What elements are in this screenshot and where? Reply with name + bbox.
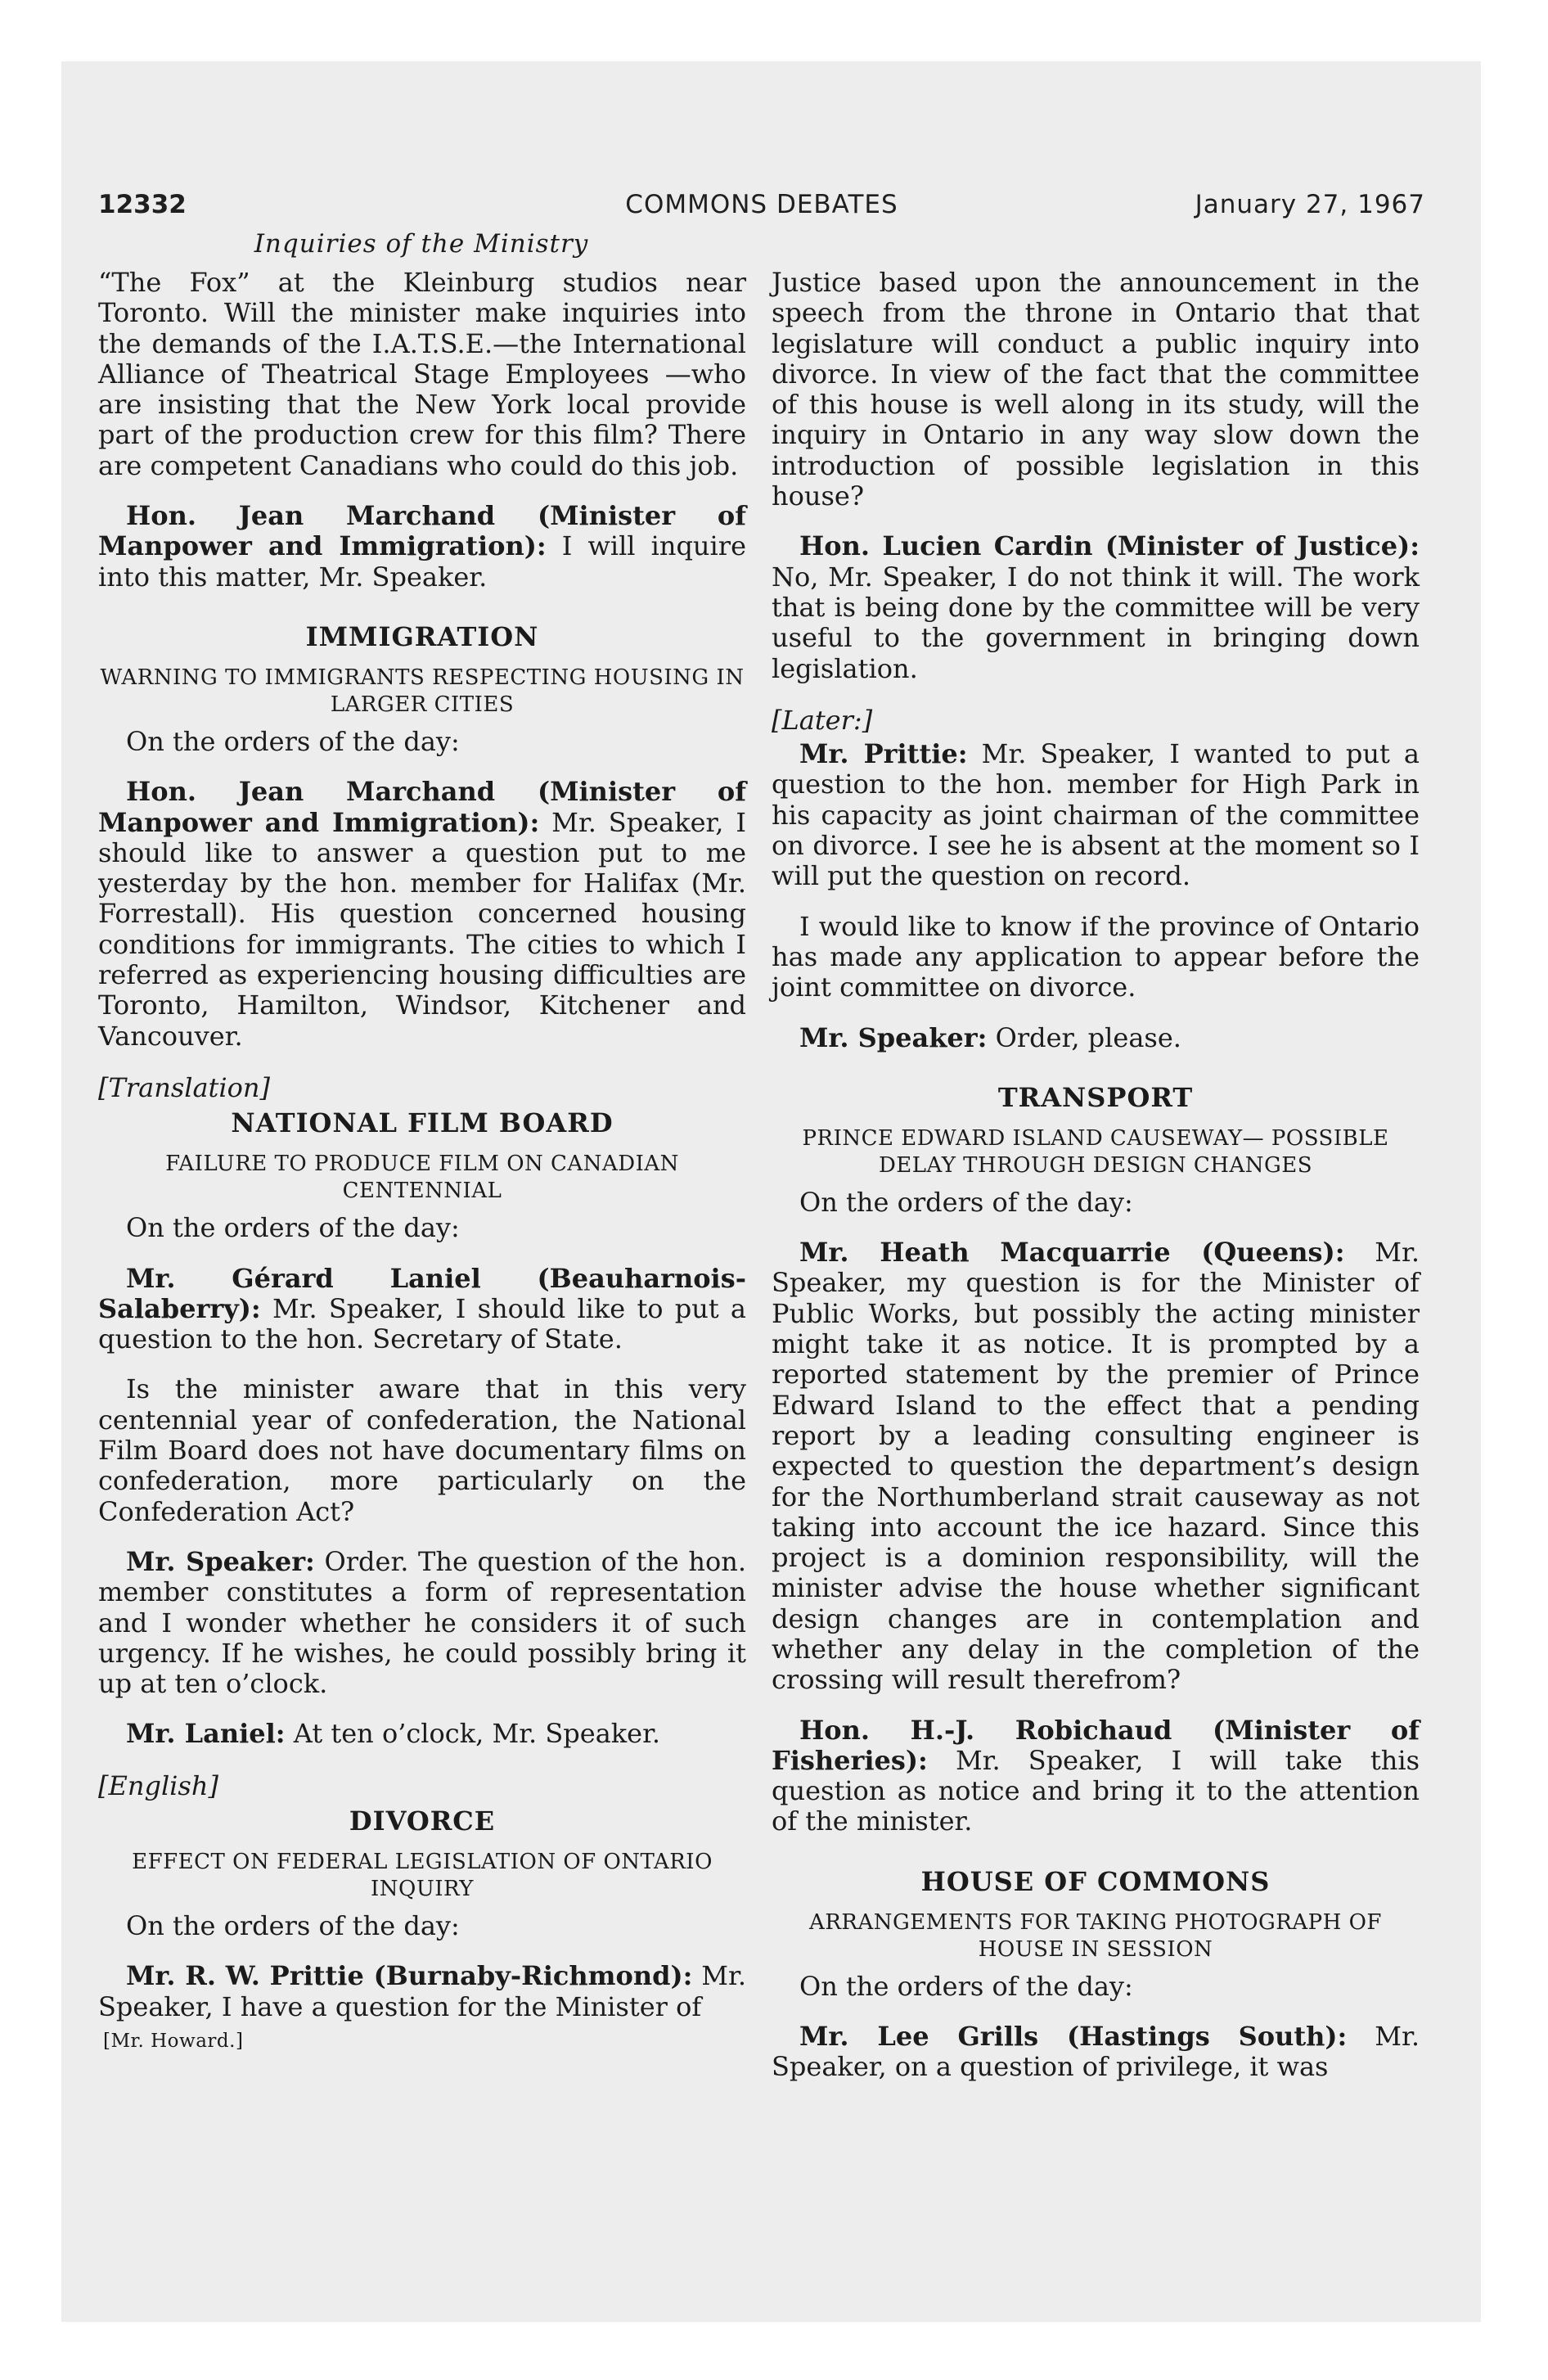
speech — [98, 1264, 746, 1355]
paragraph: “The Fox” at the Kleinburg studios near Toronto. Will the minister make inquiries into the demands of the I.A.T.S.E.—the International Alliance of Theatrical Stage Employees —who are insisting that the New York local provide part of the production crew for this film? There are competent Canadians who could do this job. — [98, 267, 746, 481]
speech — [772, 531, 1420, 683]
speech-text: Mr. Speaker, my question is for the Minister of Public Works, but possibly the acting minister might take it as notice. It is prompted by a reported statement by the premier of Prince Edward Island to the effect that a pending report by a leading consulting engineer is expected to question the department’s design for the Northumberland strait causeway as not taking into account the ice hazard. Since this project is a dominion responsibility, will the minister advise the house whether significant design changes are in contemplation and whether any delay in the completion of the crossing will result therefrom? — [772, 1237, 1420, 1696]
section-subtitle: FAILURE TO PRODUCE FILM ON CANADIAN CENTENNIAL — [165, 1152, 679, 1204]
orders-of-the-day: On the orders of the day: — [126, 1909, 460, 1941]
speech — [772, 2022, 1420, 2083]
left-column — [98, 268, 746, 2052]
section-title: IMMIGRATION — [305, 620, 539, 652]
issue-date: January 27, 1967 — [1195, 190, 1425, 219]
speech — [98, 1961, 746, 2022]
right-column — [772, 268, 1420, 2083]
speaker-name: Mr. Prittie: — [799, 738, 968, 770]
section-subtitle: WARNING TO IMMIGRANTS RESPECTING HOUSING IN LARGER CITIES — [100, 665, 745, 717]
speech — [772, 1237, 1420, 1695]
speaker-name: Mr. Lee Grills (Hastings South): — [799, 2021, 1348, 2053]
speaker-name: Hon. Jean Marchand (Minister of Manpower and Immigration): — [98, 776, 746, 838]
speech — [98, 1547, 746, 1699]
section-subtitle: ARRANGEMENTS FOR TAKING PHOTOGRAPH OF HOUSE IN SESSION — [809, 1909, 1382, 1962]
speech — [98, 777, 746, 1052]
page-footer: [Mr. Howard.] — [103, 2030, 244, 2052]
speech-text: Order, please. — [987, 1021, 1181, 1053]
speaker-name: Hon. Jean Marchand (Minister of Manpower and Immigration): — [98, 500, 746, 562]
speaker-name: Hon. Lucien Cardin (Minister of Justice): — [799, 530, 1420, 562]
section-title: TRANSPORT — [997, 1081, 1194, 1113]
speech — [772, 1023, 1420, 1053]
session-tag: [Later:] — [772, 704, 873, 736]
section-title: NATIONAL FILM BOARD — [231, 1107, 614, 1139]
paragraph: Is the minister aware that in this very centennial year of confederation, the National Film Board does not have documentary films on confederation, more particularly on the Confederation Act? — [98, 1373, 746, 1527]
running-head: Inquiries of the Ministry — [254, 229, 589, 259]
speech — [98, 501, 746, 593]
speaker-name: Mr. Heath Macquarrie (Queens): — [799, 1237, 1345, 1269]
speech — [772, 1715, 1420, 1837]
speech-text: Mr. Speaker, I should like to put a question to the hon. Secretary of State. — [98, 1292, 746, 1355]
section-subtitle: EFFECT ON FEDERAL LEGISLATION OF ONTARIO INQUIRY — [132, 1849, 713, 1901]
speech-text: At ten o’clock, Mr. Speaker. — [285, 1718, 661, 1750]
section-title: DIVORCE — [349, 1805, 496, 1837]
paragraph: I would like to know if the province of Ontario has made any application to appear before the joint committee on divorce. — [772, 910, 1420, 1003]
speaker-name: Hon. H.-J. Robichaud (Minister of Fisheries): — [772, 1714, 1420, 1776]
speech-text: Mr. Speaker, I will take this question as notice and bring it to the attention of the minister. — [772, 1744, 1420, 1837]
speech-text: Mr. Speaker, on a question of privilege, it was — [772, 2021, 1420, 2083]
paragraph: Justice based upon the announcement in the speech from the throne in Ontario that that legislature will conduct a public inquiry into divorce. In view of the fact that the committee of this house is well along in its study, will the inquiry in Ontario in any way slow down the introduction of possible legislation in this house? — [772, 267, 1420, 512]
speech — [772, 739, 1420, 891]
speaker-name: Mr. Speaker: — [799, 1021, 988, 1053]
orders-of-the-day: On the orders of the day: — [799, 1186, 1133, 1218]
language-tag: [Translation] — [98, 1071, 270, 1103]
speaker-name: Mr. R. W. Prittie (Burnaby-Richmond): — [126, 1960, 693, 1992]
publication-title: COMMONS DEBATES — [625, 190, 898, 219]
speaker-name: Mr. Laniel: — [126, 1718, 286, 1750]
speech-text: Mr. Speaker, I have a question for the Minister of — [98, 1960, 747, 2022]
speech-text: Order. The question of the hon. member constitutes a form of representation and I wonder whether he considers it of such urgency. If he wishes, he could possibly bring it up at ten o’clock. — [98, 1545, 746, 1700]
speech — [98, 1719, 746, 1749]
speech-text: I will inquire into this matter, Mr. Speaker. — [98, 530, 747, 593]
page-number: 12332 — [98, 190, 187, 219]
orders-of-the-day: On the orders of the day: — [126, 1212, 460, 1244]
speech-text: No, Mr. Speaker, I do not think it will. The work that is being done by the committee will be very useful to the government in bringing down legislation. — [772, 561, 1420, 684]
speech-text: Mr. Speaker, I should like to answer a question put to me yesterday by the hon. member for Halifax (Mr. Forrestall). His question concerned housing conditions for immigrants. The cities to which I referred as experiencing housing difficulties are Toronto, Hamilton, Windsor, Kitchener and Vancouver. — [98, 806, 747, 1052]
orders-of-the-day: On the orders of the day: — [799, 1970, 1133, 2002]
section-subtitle: PRINCE EDWARD ISLAND CAUSEWAY— POSSIBLE DELAY THROUGH DESIGN CHANGES — [802, 1125, 1389, 1178]
page-header — [98, 190, 1425, 223]
speaker-name: Mr. Gérard Laniel (Beauharnois-Salaberry): — [98, 1262, 746, 1324]
orders-of-the-day: On the orders of the day: — [126, 725, 460, 757]
section-title: HOUSE OF COMMONS — [920, 1865, 1271, 1897]
speech-text: Mr. Speaker, I wanted to put a question to the hon. member for High Park in his capacity as joint chairman of the committee on divorce. I see he is absent at the moment so I will put the question on record. — [772, 738, 1420, 892]
speaker-name: Mr. Speaker: — [126, 1545, 315, 1577]
language-tag: [English] — [98, 1769, 218, 1801]
